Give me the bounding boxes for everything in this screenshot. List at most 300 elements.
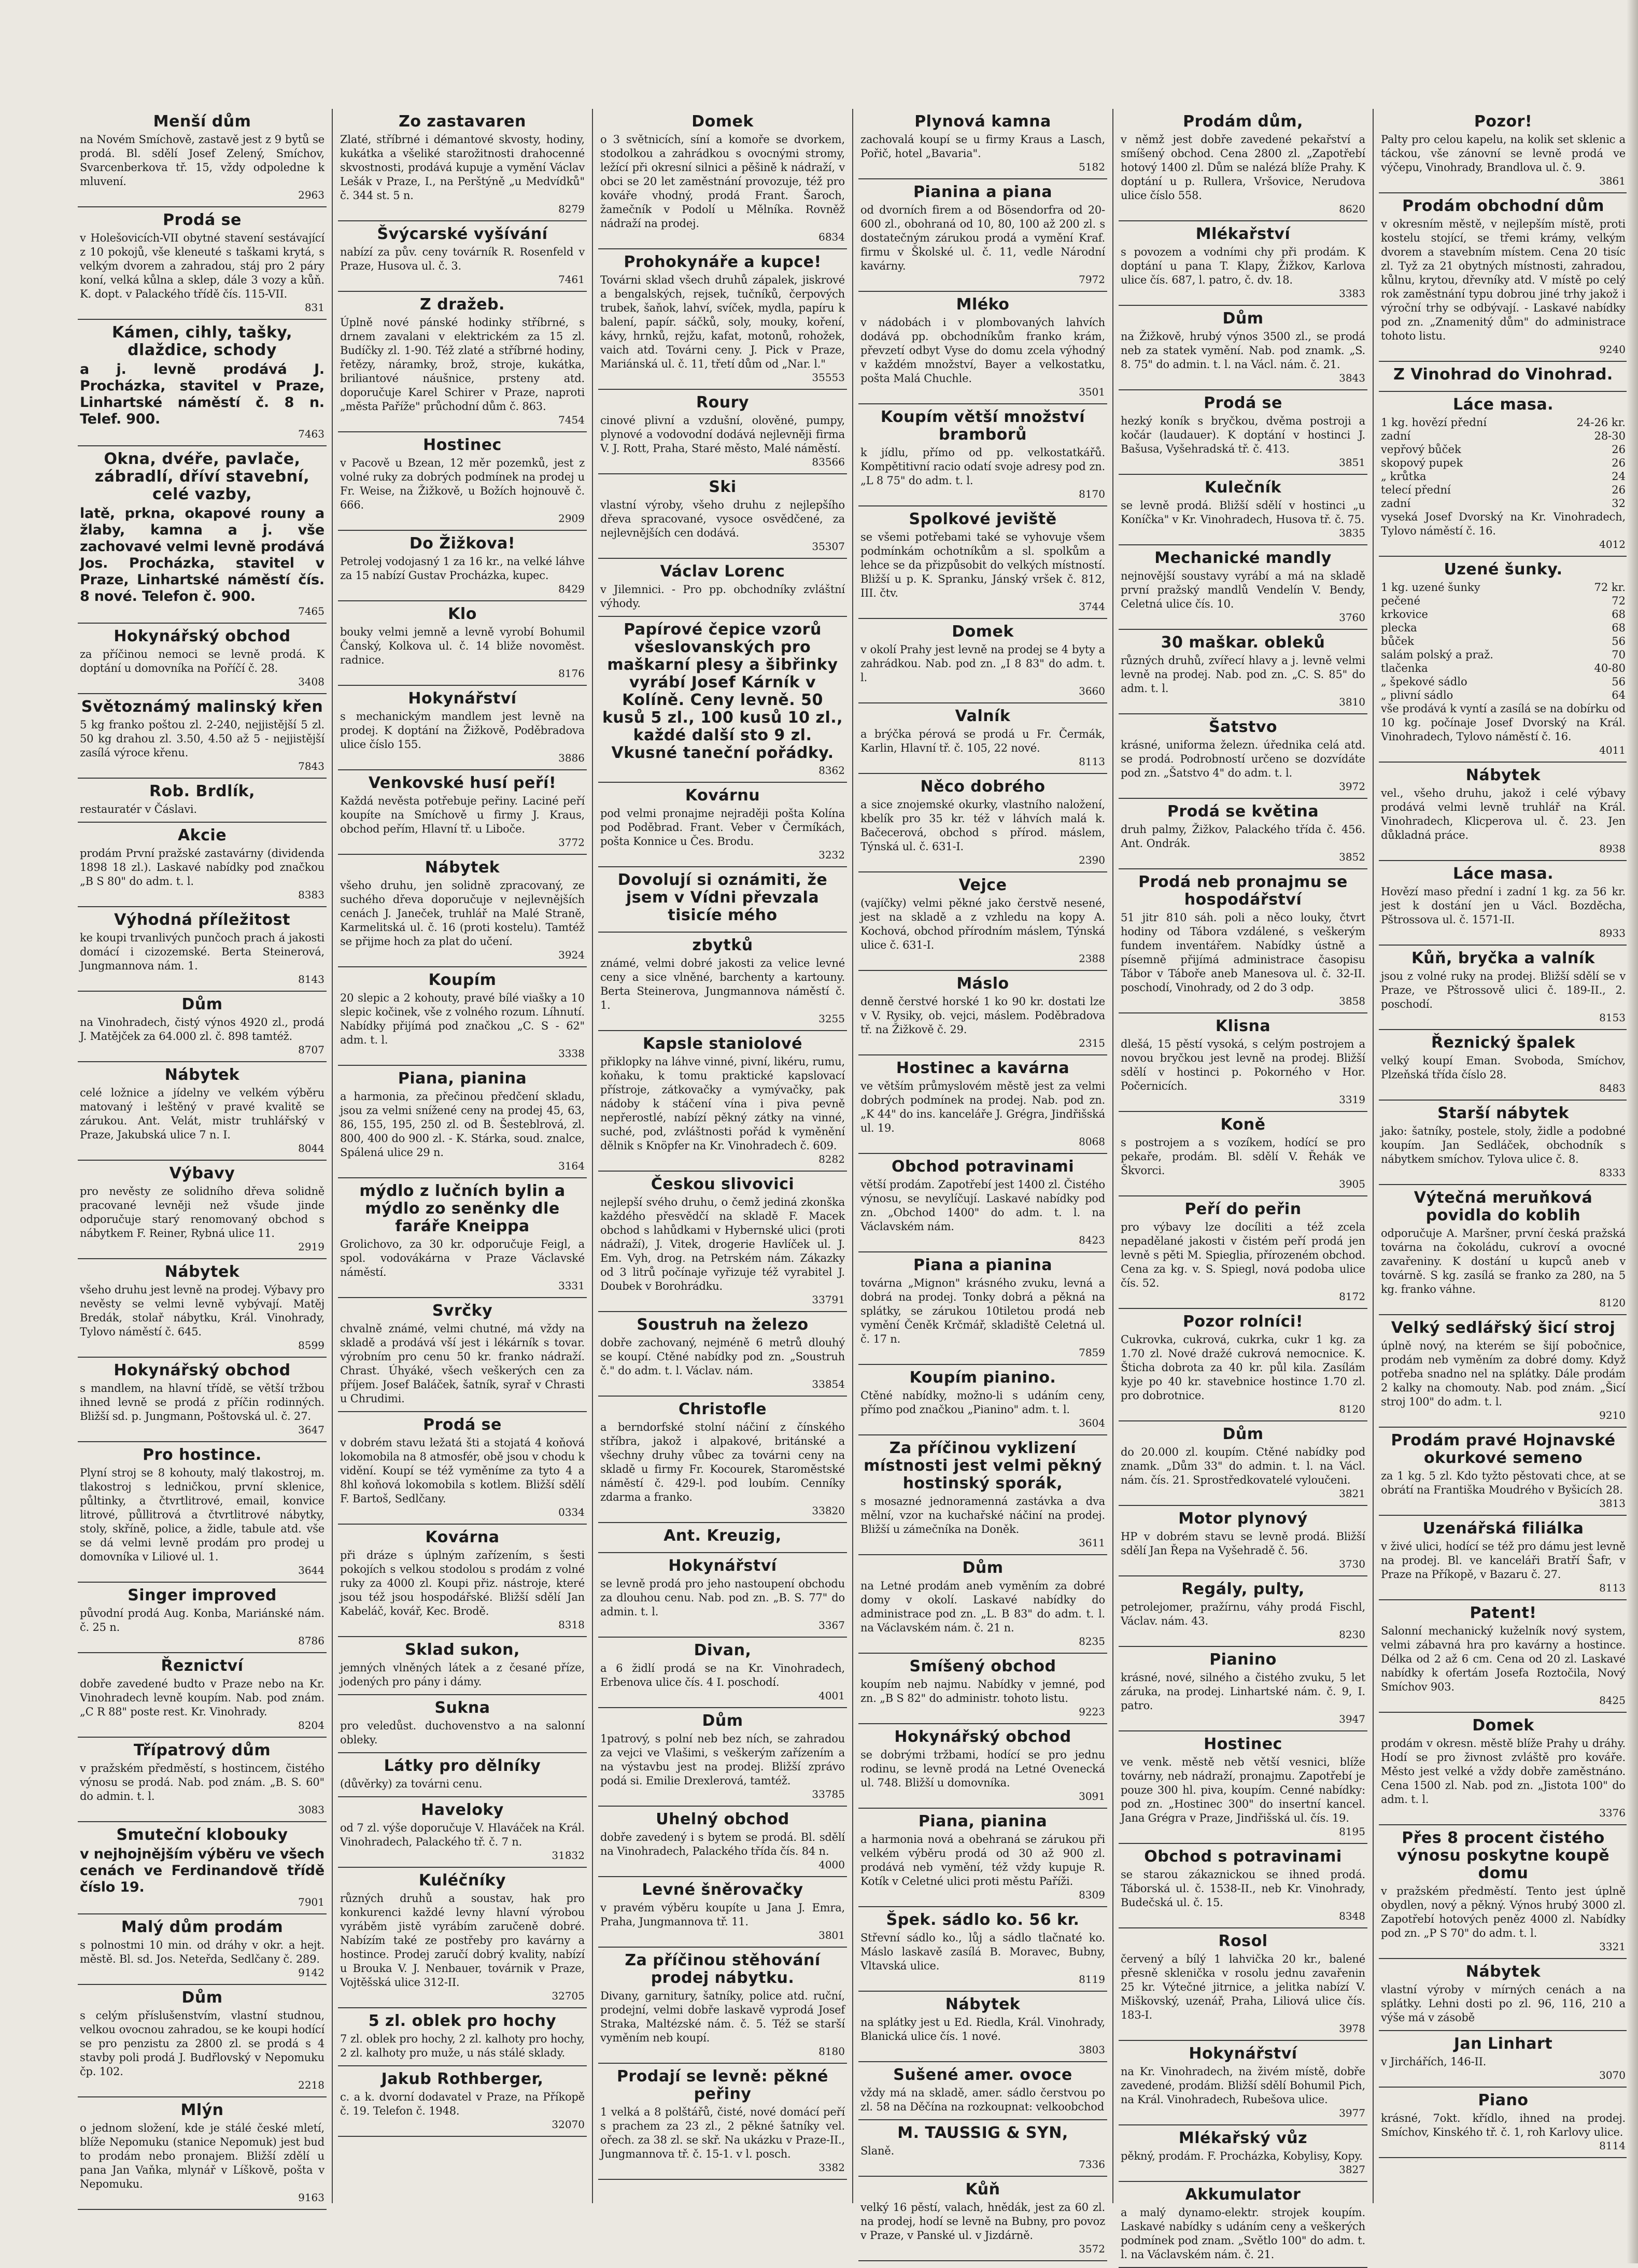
ad-body: Ctěné nabídky, možno-li s udáním ceny, přímo pod značkou „Pianino" adm. t. l. — [860, 1389, 1105, 1416]
price-row — [1381, 594, 1626, 608]
ad-reference-number: 8113 — [1079, 755, 1105, 768]
ad-reference-number: 8114 — [1599, 2139, 1626, 2152]
ad-heading: Třípatrový dům — [133, 1741, 271, 1759]
classified-ad — [858, 179, 1107, 292]
ad-body: velký 16 pěstí, valach, hnědák, jest za 60 zl. na prodej, hodí se levně na Bubny, pro povoz v Praze, v Panské ul. v Jizdárně. — [860, 2201, 1105, 2242]
ad-body: nejlepší svého druhu, o čemž jediná zkonška každého přesvědčí na skladě F. Macek obchod s lahůdkami v Hybernské ulici (proti nádraží), J. Vitek, drogerie Havlíček ul. J. Em. Vyh, drog. na Petrském nám. Zákazky od 3 litrů počínaje vyřizuje též vyrabitel J. Doubek v Borohrádku. — [600, 1196, 845, 1292]
ad-reference-number: 3611 — [1079, 1537, 1105, 1549]
column-rule — [852, 109, 853, 2203]
ad-reference-number: 7901 — [298, 1896, 324, 1908]
ad-heading: Jan Linhart — [1453, 2035, 1553, 2053]
ad-reference-number: 2919 — [298, 1241, 324, 1253]
ad-reference-number: 8153 — [1599, 1011, 1626, 1024]
ad-body: na Kr. Vinohradech, na živém místě, dobře zavedené, prodám. Bližší sdělí Bohumil Pich, na Král. Vinohradech, Rubešova ulice. — [1121, 2065, 1365, 2106]
classified-ad — [1379, 362, 1628, 392]
ad-heading: 5 zl. oblek pro hochy — [368, 2012, 557, 2030]
classified-ad — [338, 2008, 587, 2066]
ad-reference-number: 35307 — [812, 540, 845, 553]
ad-body: petrolejomer, pražírnu, váhy prodá Fischl, Václav. nám. 43. — [1121, 1601, 1365, 1627]
classified-ad — [1119, 306, 1367, 390]
ad-heading: Nábytek — [425, 858, 500, 877]
ad-reference-number: 7463 — [298, 428, 324, 440]
ad-reference-number: 8599 — [298, 1339, 324, 1351]
ad-heading: Dům — [181, 1989, 223, 2007]
ad-heading: Prodá neb pronajmu se hospodářství — [1138, 873, 1348, 909]
price-value: 56 — [1612, 635, 1626, 647]
ad-heading: Sušené amer. ovoce — [893, 2066, 1072, 2084]
classified-ad — [858, 872, 1107, 971]
ad-heading: Koupím — [428, 971, 497, 989]
ad-heading: Kůň, bryčka a valník — [1411, 949, 1595, 967]
price-value: 24 — [1612, 470, 1626, 483]
ad-heading: Domek — [1472, 1716, 1534, 1735]
ad-body: s mandlem, na hlavní třídě, se větší tržbou ihned levně se prodá z příčin rodinných. Bližší sd. p. Jungmann, Poštovská ul. č. 27. — [80, 1382, 324, 1422]
ad-heading: Akcie — [177, 826, 227, 844]
ad-reference-number: 8333 — [1599, 1166, 1626, 1179]
classified-ad — [858, 1252, 1107, 1365]
ad-reference-number: 3660 — [1079, 685, 1105, 697]
classified-ad — [1379, 1713, 1628, 1825]
ad-reference-number: 3744 — [1079, 600, 1105, 613]
classified-ad — [858, 2177, 1107, 2261]
classified-ad — [598, 1553, 847, 1638]
ad-reference-number: 8620 — [1339, 203, 1365, 215]
ad-body: úplně nový, na kterém se šijí pobočnice, prodám neb vyměním za dobré domy. Když potřeba snadno nel na splátky. Dále prodám 2 kalky na chomouty. Nab. pod znám. „Šicí stroj 100" do adm. t. l. — [1381, 1340, 1626, 1408]
ad-heading: Spolkové jeviště — [909, 510, 1057, 528]
classified-ad — [858, 1365, 1107, 1435]
ad-heading: Českou slivovici — [651, 1175, 795, 1193]
classified-ad — [858, 506, 1107, 619]
ad-heading: Řeznictví — [161, 1657, 244, 1675]
classified-ad — [1119, 869, 1367, 1013]
classified-ad — [598, 390, 847, 474]
ad-body: přiklopky na láhve vinné, pivní, likéru, rumu, koňaku, k tomu praktické kapslovací přístroje, zátkovačky a vymývačky, pak nádoby k stáčení vína i piva pevně nepřerostlé, nabízí pěkný zátky na vinné, suché, pod, zvláštnosti pořád k vyměnění dělnik s Knöpfer na Kr. Vinohradech č. 609. — [600, 1055, 845, 1152]
classified-ad — [1379, 1516, 1628, 1600]
ad-heading: Prodají se levně: pěkné peřiny — [616, 2067, 829, 2103]
classified-ad — [858, 1724, 1107, 1809]
price-item: tlačenka — [1381, 662, 1428, 674]
ad-heading: Mlékařství — [1195, 225, 1291, 243]
ad-heading: Prodá se květina — [1167, 802, 1319, 821]
classified-ad — [1119, 1112, 1367, 1196]
classified-column — [858, 109, 1107, 2255]
classified-ad — [1119, 1421, 1367, 1506]
ad-reference-number: 3905 — [1339, 1178, 1365, 1190]
ad-body: za 1 kg. 5 zl. Kdo tyžto pěstovati chce, at se obrátí na Františka Moudrého v Byšicích 28. — [1381, 1470, 1626, 1496]
classified-ad — [1119, 630, 1367, 714]
ad-body: a malý dynamo-elektr. strojek koupím. Laskavé nabídky s udáním ceny a veškerých podmínek pod znam. „Světlo 100" do adm. t. l. na Václavském nám. č. 21. — [1121, 2206, 1365, 2261]
ad-reference-number: 7465 — [298, 605, 324, 617]
price-value: 68 — [1612, 622, 1626, 634]
price-item: „ špekové sádlo — [1381, 675, 1467, 688]
ad-body: v Holešovicích-VII obytné stavení sestávající z 10 pokojů, vše kleneuté s taškami krytá, s velkým dvorem a zahradou, stáj pro 2 páry koní, velká kůlna a sklep, dále 3 vozy a kůň. K. dopt. v Palackého třídě čís. 115-VII. — [80, 232, 324, 300]
ad-body: (důvěrky) za továrni cenu. — [340, 1778, 483, 1790]
ad-reference-number: 3501 — [1079, 386, 1105, 398]
ad-heading: Soustruh na železo — [637, 1316, 809, 1334]
classified-ad — [1379, 392, 1628, 557]
ad-body: v pražském předměstí. Tento jest úplně obydlen, nový a pěkný. Výnos hrubý 3000 zl. Zapotřebí hotových peněz 4000 zl. Nabídky pod zn. „P S 70" do adm. t. l. — [1381, 1885, 1626, 1939]
ad-body: dobře zavedené budto v Praze nebo na Kr. Vinohradech levně koupím. Nab. pod znám. „C R 88" poste rest. Kr. Vinohrady. — [80, 1678, 324, 1718]
ad-reference-number: 8143 — [298, 973, 324, 985]
ad-body: v nejhojnějším výběru ve všech cenách ve Ferdinandově třídě číslo 19. — [80, 1846, 324, 1895]
classified-ad — [338, 109, 587, 221]
price-row — [1381, 416, 1626, 429]
ad-reference-number: 6834 — [818, 231, 845, 243]
price-row — [1381, 661, 1626, 675]
ad-heading: Valník — [955, 707, 1011, 725]
price-row — [1381, 635, 1626, 648]
classified-column — [1119, 109, 1367, 2261]
ad-body: různých druhů a soustav, hak pro konkurenci každé levny hlavní výrobou vyráběm jistě vyrábím zaručeně dobré. Nabízím také ze postřeby pro kavárny a hostince. Prodej zaručí dobrý kvality, nabízí u Brouka V. J. Nenbauer, továrnik v Praze, Vojtěšská ulice 312-II. — [340, 1892, 585, 1989]
ad-body: Palty pro celou kapelu, na kolik set sklenic a táckou, vše zánovní se levně prodá ve výčepu, Vinohrady, Brandlova ul. č. 9. — [1381, 133, 1626, 174]
ad-body: Salonní mechanický kuželník nový system, velmi zábavná hra pro kavárny a hostince. Délka od 2 až 6 cm. Cena od 20 zl. Laskavé nabídky k ofertám Josefa Roztočila, Nový Smíchov 903. — [1381, 1625, 1626, 1693]
classified-ad — [338, 1178, 587, 1298]
ad-heading: Něco dobrého — [920, 778, 1046, 796]
classified-ad — [858, 703, 1107, 774]
ad-reference-number: 3772 — [558, 836, 585, 849]
column-rule — [332, 109, 333, 2203]
ad-body: dobře zavedený i s bytem se prodá. Bl. sdělí na Vinohradech, Palackého třída čís. 84 n. — [600, 1831, 845, 1857]
ad-heading: Přes 8 procent čistého výnosu poskytne koupě domu — [1396, 1829, 1610, 1882]
ad-heading: Mlékařský vůz — [1178, 2129, 1308, 2147]
price-row — [1381, 621, 1626, 635]
ad-reference-number: 4001 — [818, 1689, 845, 1702]
newspaper-page — [78, 109, 1628, 2261]
ad-body: se všemi potřebami také se vyhovuje všem podmínkám ochotníkům a sl. spolkům a lehce se da přizpůsobit do velkých místností. Bližší u p. K. Spranku, Jánský vršek č. 812, III. čtv. — [860, 531, 1105, 599]
ad-reference-number: 2388 — [1079, 952, 1105, 965]
ad-heading: Hokynářský obchod — [114, 1361, 291, 1379]
classified-ad — [858, 1555, 1107, 1654]
classified-ad — [78, 907, 327, 992]
classified-ad — [858, 1654, 1107, 1724]
price-item: telecí přední — [1381, 484, 1451, 496]
ad-heading: Domek — [952, 623, 1014, 641]
ad-body: krásné, uniforma železn. úřednika celá atd. se prodá. Podrobností určeno se dozvídáte pod zn. „Šatstvo 4" do adm. t. l. — [1121, 739, 1365, 779]
ad-body: Střevní sádlo ko., lůj a sádlo tlačnaté ko. Máslo laskavě zasílá B. Moravec, Bubny, Vltavská ulice. — [860, 1932, 1105, 1972]
ad-heading: Uzené šunky. — [1444, 560, 1563, 579]
column-rule — [1112, 109, 1113, 2203]
ad-body: v pravém výběru koupíte u Jana J. Emra, Praha, Jungmannova tř. 11. — [600, 1901, 845, 1928]
ad-reference-number: 35553 — [812, 371, 845, 384]
classified-ad — [338, 432, 587, 531]
ad-body: pěkný, prodám. F. Procházka, Kobylisy, Kopy. — [1121, 2150, 1363, 2162]
ad-body: vlastní výroby, všeho druhu z nejlepšího dřeva spracované, vysoce osvědčené, za nejlevnějších cen dodává. — [600, 499, 845, 539]
ad-heading: M. TAUSSIG & SYN, — [897, 2124, 1068, 2142]
ad-reference-number: 0334 — [558, 1506, 585, 1518]
ad-reference-number: 3852 — [1339, 851, 1365, 863]
ad-body: pro veledůst. duchovenstvo a na salonní obleky. — [340, 1720, 585, 1746]
classified-ad — [78, 1822, 327, 1914]
classified-ad — [1119, 714, 1367, 799]
ad-reference-number: 8282 — [818, 1153, 845, 1165]
ad-heading: Kůň — [965, 2180, 1000, 2199]
classified-ad — [78, 109, 327, 207]
ad-reference-number: 8113 — [1599, 1582, 1626, 1594]
ad-reference-number: 3886 — [558, 752, 585, 764]
classified-ad — [1119, 1647, 1367, 1731]
classified-ad — [78, 1259, 327, 1358]
classified-ad — [858, 1907, 1107, 1992]
ad-reference-number: 8383 — [298, 889, 324, 901]
classified-ad — [598, 1948, 847, 2064]
ad-heading: Nábytek — [1465, 1963, 1541, 1981]
ad-reference-number: 3810 — [1339, 696, 1365, 708]
ad-heading: Špek. sádlo ko. 56 kr. — [886, 1911, 1080, 1929]
classified-ad — [78, 2097, 327, 2210]
ad-heading: Klisna — [1215, 1017, 1271, 1035]
ad-heading: Sklad sukon, — [405, 1641, 520, 1659]
ad-reference-number: 3255 — [818, 1012, 845, 1025]
ad-reference-number: 3572 — [1079, 2243, 1105, 2255]
ad-body: denně čerstvé horské 1 ko 90 kr. dostati lze v V. Rysiky, ob. vejci, máslem. Poděbradova tř. na Žižkově č. 29. — [860, 995, 1105, 1036]
ad-heading: Máslo — [956, 975, 1009, 993]
classified-ad — [78, 1985, 327, 2097]
classified-ad — [78, 1062, 327, 1161]
classified-ad — [1379, 1959, 1628, 2031]
classified-ad — [1379, 1030, 1628, 1101]
ad-reference-number: 3813 — [1599, 1497, 1626, 1510]
ad-reference-number: 3827 — [1339, 2163, 1365, 2176]
classified-ad — [1119, 2125, 1367, 2182]
classified-ad — [338, 770, 587, 855]
ad-body: latě, prkna, okapové rouny a žlaby, kamna a j. vše zachovavé velmi levně prodává Jos. Procházka, stavitel v Praze, Linhartské náměstí čís. 8 nové. Telefon č. 900. — [80, 505, 324, 604]
ad-reference-number: 8195 — [1339, 1825, 1365, 1838]
ad-reference-number: 8309 — [1079, 1889, 1105, 1901]
ad-body: s mechanickým mandlem jest levně na prodej. K doptání na Žižkově, Poděbradova ulice číslo 155. — [340, 710, 585, 751]
classified-ad — [598, 249, 847, 390]
ad-body: Úplně nové pánské hodinky stříbrné, s drnem zavalani v elektrickém za 15 zl. Budíčky zl. 1-90. Též zlaté a stříbrné hodiny, řetězy, náramky, brož, stroje, kukátka, briliantové náušnice, prsteny atd. doporučuje Karel Schirer v Praze, naproti „města Paříže" průchodní dům č. 863. — [340, 316, 585, 413]
ad-reference-number: 3070 — [1599, 2069, 1626, 2081]
classified-ad — [858, 619, 1107, 703]
ad-heading: Jakub Rothberger, — [381, 2070, 544, 2088]
ad-reference-number: 8933 — [1599, 927, 1626, 939]
ad-heading: Pianino — [1209, 1651, 1277, 1669]
classified-ad — [78, 207, 327, 320]
ad-reference-number: 3972 — [1339, 780, 1365, 793]
ad-heading: Akkumulator — [1185, 2186, 1301, 2204]
ad-body: Petrolej vodojasný 1 za 16 kr., na velké láhve za 15 nabízí Gustav Procházka, kupec. — [340, 555, 585, 582]
ad-heading: Klo — [448, 605, 477, 623]
ad-body: krásné, nové, silného a čistého zvuku, 5 let záruka, na prodej. Linhartské nám. č. 9, I. patro. — [1121, 1671, 1365, 1712]
ad-body: za příčinou nemoci se levně prodá. K doptání u domovníka na Poříčí č. 28. — [80, 648, 324, 674]
ad-body: ve venk. městě neb větší vesnici, blíže továrny, neb nádraží, pronajmu. Zapotřebí je pouze 300 hl. piva, koupím. Cenné nabídky: pod zn. „Hostinec 300" do insertní kancel. Jana Grégra v Praze, Jindřišská ul. čís. 19. — [1121, 1756, 1365, 1824]
classified-ad — [1379, 109, 1628, 193]
ad-body: známé, velmi dobré jakosti za velice levné ceny a sice vlněné, barchenty a kartouny. Berta Steinerova, Jungmannova náměstí č. 1. — [600, 957, 845, 1011]
ad-heading: Látky pro dělníky — [384, 1757, 541, 1775]
ad-reference-number: 8425 — [1599, 1694, 1626, 1707]
classified-ad — [1119, 1013, 1367, 1112]
classified-ad — [1119, 2041, 1367, 2125]
ad-body: a harmonia, za přečinou předčení skladu, jsou za velmi snížené ceny na prodej 45, 63, 86, 155, 195, 250 zl. od B. Šesteblrová, zl. 800, 400 do 900 zl. - K. Stárka, soud. znalce, Spálená ulice 29 n. — [340, 1090, 585, 1159]
classified-ad — [1119, 2182, 1367, 2268]
ad-body: různých druhů, zvířecí hlavy a j. levně velmi levně na prodej. Nab. pod zn. „C. S. 85" do adm. t. l. — [1121, 654, 1365, 695]
ad-reference-number: 3835 — [1339, 527, 1365, 539]
ad-body: na splátky jest u Ed. Riedla, Král. Vinohrady, Blanická ulice čís. 1 nové. — [860, 2016, 1105, 2042]
ad-body: všeho druhu jest levně na prodej. Výbavy pro nevěsty se velmi levně vybývají. Matěj Bredák, stolař nábytku, Král. Vinohrady, Tylovo náměstí č. 645. — [80, 1284, 324, 1338]
ad-reference-number: 7972 — [1079, 273, 1105, 286]
ad-body: vždy má na skladě, amer. sádlo čerstvou po zl. 58 na Děčína na rozkoupnat: velkoobchod — [860, 2087, 1105, 2113]
ad-body: o jednom složení, kde je stálé české mletí, blíže Nepomuku (stanice Nepomuk) jest bud to prodám nebo pronajem. Bližší zdělí u pana Jan Vaňka, mlynář v Líškově, pošta v Nepomuku. — [80, 2122, 324, 2190]
ad-heading: Pozor! — [1474, 112, 1533, 131]
ad-heading: Plynová kamna — [914, 112, 1051, 131]
ad-body: vel., všeho druhu, jakož i celé výbavy prodává velmi levně truhlář na Král. Vinohradech, Klicperova ul. č. 23. Jen důkladná práce. — [1381, 787, 1626, 841]
ad-body: nejnovější soustavy vyrábí a má na skladě první pražský mandlů Vendelín V. Bendy, Celetná ulice čís. 10. — [1121, 570, 1365, 610]
ad-heading: Obchod s potravinami — [1144, 1848, 1342, 1866]
ad-body: Grolichovo, za 30 kr. odporučuje Feigl, a spol. vodovákárna v Praze Václavské náměstí. — [340, 1238, 585, 1278]
ad-reference-number: 3604 — [1079, 1417, 1105, 1429]
ad-heading: Piana, pianina — [398, 1069, 527, 1088]
ad-reference-number: 3376 — [1599, 1807, 1626, 1819]
classified-ad — [1119, 109, 1367, 221]
ad-body: na Novém Smíchově, zastavě jest z 9 bytů se prodá. Bl. sdělí Josef Zelený, Smíchov, Svarcenberkova tř. 15, vždy odpoledne k mluvení. — [80, 133, 324, 188]
ad-heading: Šatstvo — [1208, 718, 1278, 736]
price-item: skopový pupek — [1381, 457, 1463, 469]
ad-heading: Výbavy — [169, 1164, 235, 1182]
ad-heading: Patent! — [1470, 1604, 1537, 1622]
classified-ad — [1379, 2088, 1628, 2158]
ad-heading: Výhodná příležitost — [114, 911, 290, 929]
ad-reference-number: 3924 — [558, 949, 585, 961]
ad-heading: Rob. Brdlík, — [149, 782, 256, 800]
ad-reference-number: 8318 — [558, 1618, 585, 1631]
ad-body: se dobrými tržbami, hodící se pro jednu rodinu, se levně prodá na Letné Ovenecká ul. 748. Bližší u domovníka. — [860, 1749, 1105, 1789]
ad-heading: Piana, pianina — [918, 1812, 1048, 1830]
price-item: krkovice — [1381, 608, 1428, 621]
ad-reference-number: 3408 — [298, 675, 324, 688]
ad-heading: Kulečník — [1204, 478, 1282, 497]
classified-ad — [598, 2064, 847, 2180]
ad-body: a berndorfské stolní náčiní z čínského stříbra, jakož i alpakové, británské a všechny druhy vůbec za továrni ceny na skladě u firmy Fr. Kocourek, Staroměstské náměstí č. 429-l. pod loubím. Cenníky zdarma a franko. — [600, 1421, 845, 1503]
ad-reference-number: 83566 — [812, 456, 845, 468]
classified-ad — [858, 109, 1107, 179]
ad-heading: Okna, dvéře, pavlače, zábradlí, dříví stavební, celé vazby, — [94, 450, 310, 503]
ad-reference-number: 9210 — [1599, 1409, 1626, 1421]
ad-reference-number: 33820 — [812, 1504, 845, 1517]
price-row — [1381, 648, 1626, 661]
ad-heading: Uhelný obchod — [656, 1810, 789, 1828]
ad-reference-number: 7859 — [1079, 1346, 1105, 1359]
ad-heading: Svrčky — [432, 1302, 493, 1320]
classified-ad — [338, 1868, 587, 2008]
page-edge-shadow — [1627, 0, 1638, 2263]
classified-ad — [598, 1807, 847, 1877]
ad-body: a brýčka pérová se prodá u Fr. Čermák, Karlin, Hlavní tř. č. 105, 22 nové. — [860, 728, 1105, 754]
price-row — [1381, 443, 1626, 456]
ad-reference-number: 2963 — [298, 189, 324, 201]
ad-body: červený a bílý 1 lahvička 20 kr., balené přesně sklenička v rosolu jednu zavařenin 25 kr. Výtečné jitrnice, a jelitka nabízí V. Miškovský, uzenář, Praha, Liliová ulice čís. 183-I. — [1121, 1953, 1365, 2021]
ad-body: vše prodává k vyntí a zasílá se na dobírku od 10 kg. počínaje Josef Dvorský na Král. Vinohradech, Tylovo náměstí č. 16. — [1381, 702, 1626, 743]
ad-body: se starou zákaznickou se ihned prodá. Táborská ul. č. 1538-II., neb Kr. Vinohrady, Budečská ul. č. 15. — [1121, 1868, 1365, 1909]
classified-ad — [1119, 475, 1367, 545]
classified-ad — [598, 1877, 847, 1948]
ad-reference-number: 7454 — [558, 414, 585, 426]
ad-body: se levně prodá pro jeho nastoupení obchodu za dlouhou cenu. Nab. pod zn. „B. S. 77" do admin. t. l. — [600, 1577, 845, 1618]
classified-ad — [78, 1161, 327, 1259]
ad-reference-number: 3801 — [818, 1929, 845, 1941]
ad-reference-number: 8170 — [1079, 488, 1105, 500]
ad-body: s postrojem a s vozíkem, hodící se pro pekaře, prodám. Bl. sdělí V. Řehák ve Škvorci. — [1121, 1136, 1365, 1177]
classified-ad — [78, 624, 327, 694]
classified-ad — [1379, 1185, 1628, 1315]
classified-ad — [78, 779, 327, 823]
ad-reference-number: 8423 — [1079, 1234, 1105, 1246]
ad-reference-number: 3382 — [818, 2161, 845, 2174]
classified-ad — [1379, 946, 1628, 1030]
classified-ad — [1119, 390, 1367, 475]
classified-ad — [858, 292, 1107, 404]
ad-reference-number: 3803 — [1079, 2044, 1105, 2056]
ad-heading: Domek — [691, 112, 754, 131]
ad-reference-number: 3647 — [298, 1424, 324, 1436]
price-value: 64 — [1612, 689, 1626, 701]
ad-body: ke koupi trvanlivých punčoch prach á jakosti domácí i cizozemské. Berta Steinerová, Jungmannova nám. 1. — [80, 932, 324, 972]
price-row — [1381, 675, 1626, 688]
price-value: 40-80 — [1594, 662, 1626, 674]
ad-body: 1patrový, s polní neb bez ních, se zahradou za vejci ve Vlašimi, s veškerým zařízením a na výstavbu jest na prodej. Bližší zprávo podá si. Emilie Drexlerová, tamtéž. — [600, 1732, 845, 1787]
classified-ad — [1379, 2031, 1628, 2088]
classified-ad — [78, 1914, 327, 1985]
classified-column — [1379, 109, 1628, 2203]
ad-reference-number: 5182 — [1079, 161, 1105, 173]
price-value: 26 — [1612, 457, 1626, 469]
ad-heading: Dům — [962, 1559, 1004, 1577]
ad-body: HP v dobrém stavu se levně prodá. Bližší sdělí Jan Řepa na Vyšehradě č. 56. — [1121, 1530, 1365, 1557]
ad-heading: Hokynářství — [668, 1557, 777, 1575]
ad-reference-number: 8119 — [1079, 1973, 1105, 1985]
ad-heading: 30 maškar. obleků — [1161, 633, 1325, 652]
ad-reference-number: 8348 — [1339, 1910, 1365, 1922]
classified-ad — [78, 1442, 327, 1583]
ad-heading: Kuléčníky — [418, 1871, 506, 1890]
classified-ad — [1379, 1825, 1628, 1959]
ad-body: s celým příslušenstvím, vlastní studnou, velkou ovocnou zahradou, se ke koupi hodící se pro penzistu za 2800 zl. se prodá s 4 stavby poli prodá J. Budřlovský v Nepomuku čp. 102. — [80, 2009, 324, 2078]
classified-ad — [598, 1172, 847, 1312]
ad-heading: Haveloky — [421, 1801, 504, 1819]
classified-ad — [338, 1695, 587, 1753]
classified-ad — [338, 1797, 587, 1868]
ad-heading: Řeznický špalek — [1431, 1034, 1575, 1052]
price-value: 28-30 — [1594, 430, 1626, 442]
ad-reference-number: 3858 — [1339, 995, 1365, 1007]
ad-reference-number: 8120 — [1599, 1297, 1626, 1309]
classified-ad — [598, 617, 847, 783]
ad-heading: Hostinec — [423, 436, 502, 454]
ad-reference-number: 8362 — [818, 764, 845, 777]
ad-reference-number: 3644 — [298, 1564, 324, 1576]
classified-ad — [338, 967, 587, 1066]
price-row — [1381, 581, 1626, 594]
ad-body: bouky velmi jemně a levně vyrobí Bohumil Čanský, Kolkova ul. č. 14 bliže novoměst. radnice. — [340, 626, 585, 666]
ad-heading: Uzenářská filiálka — [1422, 1519, 1584, 1538]
ad-heading: Smuteční klobouky — [116, 1826, 288, 1844]
ad-body: pro výbavy lze docíliti a též zcela nepadělané jakosti v čistém peří prodá jen levně s pěti M. Spieglia, přírozeném obchod. Cena za kg. v. S. Spiegl, nová podoba ulice čís. 52. — [1121, 1221, 1365, 1289]
ad-body: druh palmy, Žižkov, Palackého třída č. 456. Ant. Ondrák. — [1121, 823, 1365, 850]
classified-ad — [598, 1638, 847, 1708]
ad-heading: Švýcarské vyšívání — [377, 225, 548, 243]
classified-ad — [78, 823, 327, 907]
ad-heading: Venkovské husí peří! — [368, 774, 557, 792]
ad-body: jako: šatníky, postele, stoly, židle a podobné koupím. Jan Sedláček, obchodník s nábytkem smíchov. Tylova ulice č. 8. — [1381, 1125, 1626, 1165]
ad-reference-number: 4011 — [1599, 744, 1626, 756]
ad-heading: Vejce — [958, 876, 1007, 894]
ad-reference-number: 8279 — [558, 203, 585, 215]
classified-ad — [78, 992, 327, 1062]
classified-ad — [598, 109, 847, 249]
ad-body: celé ložnice a jídelny ve velkém výběru matovaný i leštěný v pravé kvalitě se zárukou. Ant. Velát, mistr truhlářský v Praze, Jakubská ulice 7 n. I. — [80, 1087, 324, 1141]
ad-reference-number: 8786 — [298, 1635, 324, 1647]
ad-heading: Mléko — [956, 295, 1010, 314]
classified-ad — [338, 686, 587, 770]
